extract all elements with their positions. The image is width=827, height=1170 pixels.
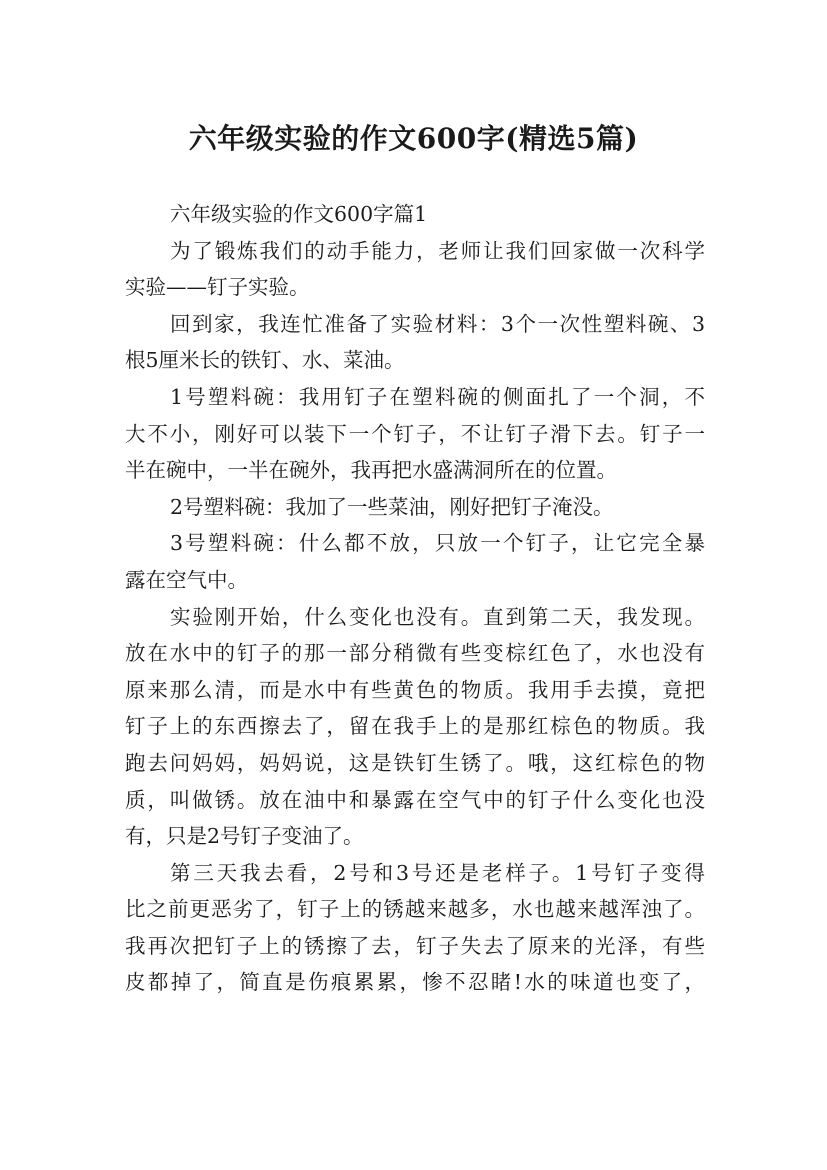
paragraph-line: 3号塑料碗：什么都不放，只放一个钉子，让它完全暴 bbox=[170, 531, 705, 556]
paragraph-line: 为了锻炼我们的动手能力，老师让我们回家做一次科学 bbox=[170, 238, 705, 263]
paragraph-line: 实验——钉子实验。 bbox=[125, 275, 310, 300]
paragraph-line: 我再次把钉子上的锈擦了去，钉子失去了原来的光泽，有些 bbox=[125, 933, 705, 958]
paragraph-line: 1号塑料碗：我用钉子在塑料碗的侧面扎了一个洞，不 bbox=[170, 384, 705, 409]
paragraph-line: 钉子上的东西擦去了，留在我手上的是那红棕色的物质。我 bbox=[125, 714, 705, 739]
paragraph-line: 实验刚开始，什么变化也没有。直到第二天，我发现。 bbox=[170, 604, 705, 629]
paragraph-line: 跑去问妈妈，妈妈说，这是铁钉生锈了。哦，这红棕色的物 bbox=[125, 750, 705, 775]
paragraph-line: 半在碗中，一半在碗外，我再把水盛满洞所在的位置。 bbox=[125, 458, 617, 483]
paragraph-line: 放在水中的钉子的那一部分稍微有些变棕红色了，水也没有 bbox=[125, 641, 705, 666]
paragraph-line: 露在空气中。 bbox=[125, 567, 248, 592]
paragraph-line: 第三天我去看，2号和3号还是老样子。1号钉子变得 bbox=[170, 860, 705, 885]
paragraph-line: 回到家，我连忙准备了实验材料：3个一次性塑料碗、3 bbox=[170, 311, 705, 336]
paragraph-line: 有，只是2号钉子变油了。 bbox=[125, 824, 364, 849]
paragraph-line: 比之前更恶劣了，钉子上的锈越来越多，水也越来越浑浊了。 bbox=[125, 897, 705, 922]
paragraph-line: 原来那么清，而是水中有些黄色的物质。我用手去摸，竟把 bbox=[125, 677, 705, 702]
paragraph-line: 皮都掉了，简直是伤痕累累，惨不忍睹!水的味道也变了， bbox=[125, 970, 705, 995]
paragraph-line: 大不小，刚好可以装下一个钉子，不让钉子滑下去。钉子一 bbox=[125, 421, 705, 446]
document-body bbox=[125, 196, 705, 1001]
document-title: 六年级实验的作文600字(精选5篇) bbox=[188, 121, 639, 155]
section-heading: 六年级实验的作文600字篇1 bbox=[170, 202, 428, 226]
paragraph-line: 2号塑料碗：我加了一些菜油，刚好把钉子淹没。 bbox=[170, 494, 614, 519]
paragraph-line: 质，叫做锈。放在油中和暴露在空气中的钉子什么变化也没 bbox=[125, 787, 705, 812]
paragraph-line: 根5厘米长的铁钉、水、菜油。 bbox=[125, 348, 405, 373]
